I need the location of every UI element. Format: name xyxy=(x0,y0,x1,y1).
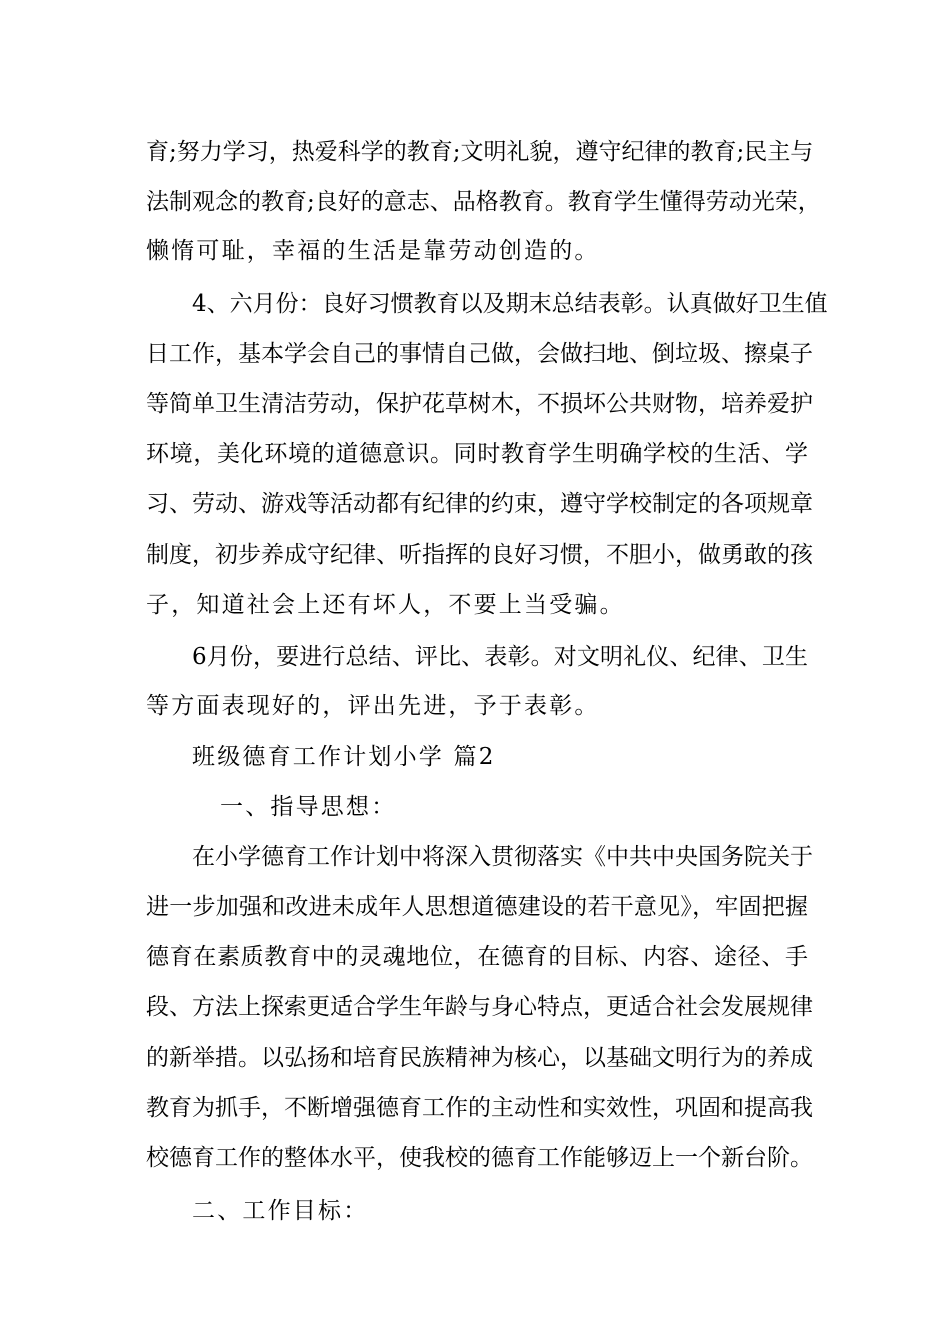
paragraph-line: 法制观念的教育;良好的意志、品格教育。教育学生懂得劳动光荣， xyxy=(146,189,821,215)
paragraph-line: 6月份，要进行总结、评比、表彰。对文明礼仪、纪律、卫生 xyxy=(192,644,808,670)
paragraph-line: 教育为抓手，不断增强德育工作的主动性和实效性，巩固和提高我 xyxy=(146,1095,813,1121)
section-heading: 班级德育工作计划小学 篇2 xyxy=(192,744,496,770)
paragraph-line: 的新举措。以弘扬和培育民族精神为核心，以基础文明行为的养成 xyxy=(146,1045,813,1071)
paragraph-line: 制度，初步养成守纪律、听指挥的良好习惯，不胆小，做勇敢的孩 xyxy=(146,542,813,568)
paragraph-line: 校德育工作的整体水平，使我校的德育工作能够迈上一个新台阶。 xyxy=(146,1145,813,1171)
paragraph-line: 等方面表现好的，评出先进，予于表彰。 xyxy=(146,693,600,719)
paragraph-line: 段、方法上探索更适合学生年龄与身心特点，更适合社会发展规律 xyxy=(146,994,813,1020)
paragraph-line: 4、六月份：良好习惯教育以及期末总结表彰。认真做好卫生值 xyxy=(192,291,828,317)
subsection-heading: 二、工作目标： xyxy=(192,1198,369,1224)
paragraph-line: 在小学德育工作计划中将深入贯彻落实《中共中央国务院关于 xyxy=(192,844,813,870)
paragraph-line: 环境，美化环境的道德意识。同时教育学生明确学校的生活、学 xyxy=(146,441,808,467)
paragraph-line: 进一步加强和改进未成年人思想道德建设的若干意见》，牢固把握 xyxy=(146,894,808,920)
paragraph-line: 习、劳动、游戏等活动都有纪律的约束，遵守学校制定的各项规章 xyxy=(146,491,813,517)
paragraph-line: 日工作，基本学会自己的事情自己做，会做扫地、倒垃圾、擦桌子 xyxy=(146,341,813,367)
paragraph-line: 子，知道社会上还有坏人，不要上当受骗。 xyxy=(146,592,625,618)
paragraph-line: 德育在素质教育中的灵魂地位，在德育的目标、内容、途径、手 xyxy=(146,944,808,970)
paragraph-line: 育;努力学习，热爱科学的教育;文明礼貌，遵守纪律的教育;民主与 xyxy=(146,139,814,165)
paragraph-line: 等简单卫生清洁劳动，保护花草树木，不损坏公共财物，培养爱护 xyxy=(146,391,813,417)
paragraph-line: 懒惰可耻，幸福的生活是靠劳动创造的。 xyxy=(146,238,600,264)
subsection-heading: 一、指导思想： xyxy=(220,794,397,820)
